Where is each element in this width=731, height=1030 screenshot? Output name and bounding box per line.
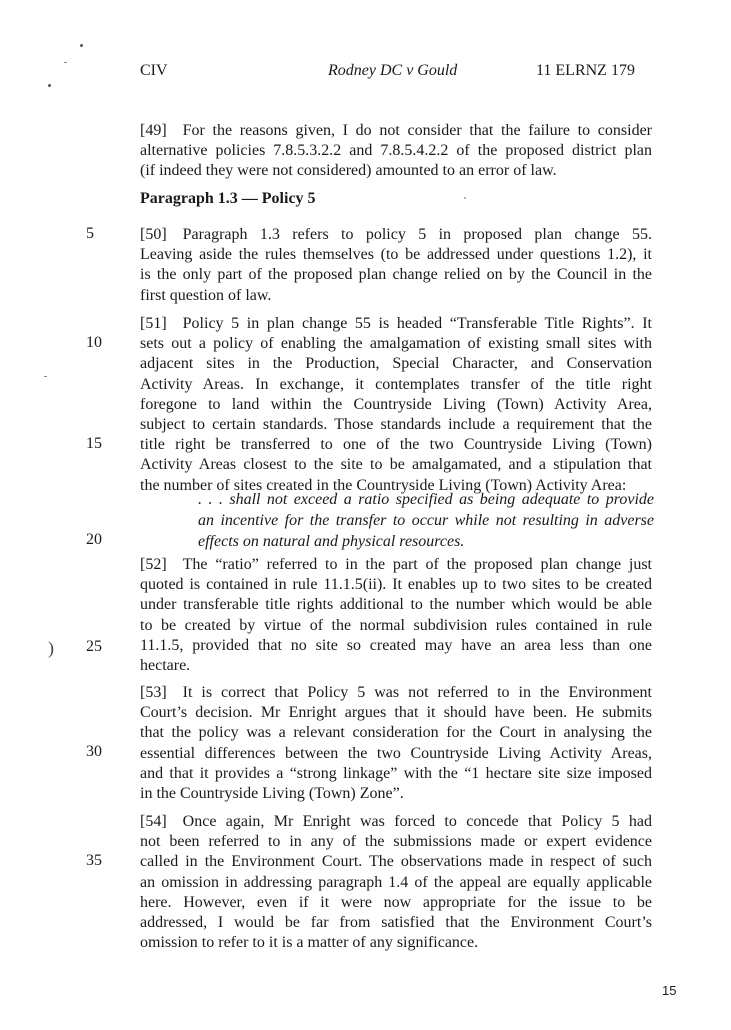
text-line: essential differences between the two Countryside Living Activity Areas, [140, 744, 652, 762]
header-citation: 11 ELRNZ 179 [536, 62, 635, 79]
text-line: subject to certain standards. Those standards include a requirement that the [140, 416, 652, 434]
text-line: first question of law. [140, 286, 272, 304]
text-line: alternative policies 7.8.5.3.2.2 and 7.8.5.4.2.2 of the proposed district plan [140, 142, 652, 160]
text-line: Activity Areas closest to the site to be amalgamated, and a stipulation that [140, 456, 652, 474]
text-line: under transferable title rights additional to the number which would be able [140, 596, 652, 614]
text-line: [53] It is correct that Policy 5 was not referred to in the Environment [140, 684, 652, 701]
paragraph-53 [140, 683, 652, 804]
text-line: Leaving aside the rules themselves (to be addressed under questions 1.2), it [140, 246, 652, 264]
header-court: CIV [140, 62, 168, 79]
text-line: is the only part of the proposed plan change relied on by the Council in the [140, 266, 652, 284]
text-line: and that it provides a “strong linkage” with the “1 hectare site size imposed [140, 764, 652, 782]
page-number: 15 [662, 983, 677, 998]
scan-speck [64, 62, 67, 63]
quote-line: an incentive for the transfer to occur while not resulting in adverse [198, 512, 654, 529]
text-line: that the policy was a relevant consideration for the Court in analysing the [140, 724, 652, 742]
scan-speck [48, 84, 51, 87]
header-case-name: Rodney DC v Gould [328, 62, 458, 79]
paragraph-50 [140, 225, 652, 306]
text-line: hectare. [140, 657, 191, 675]
text-line: here. However, even if it were now appropriate for the issue to be [140, 893, 652, 911]
text-line: (if indeed they were not considered) amounted to an error of law. [140, 162, 557, 180]
paragraph-51 [140, 314, 652, 496]
text-line: in the Countryside Living (Town) Zone”. [140, 785, 404, 803]
text-line: called in the Environment Court. The observations made in respect of such [140, 853, 652, 871]
text-line: Court’s decision. Mr Enright argues that it should have been. He submits [140, 704, 652, 722]
text-line: [52] The “ratio” referred to in the part of the proposed plan change just [140, 556, 652, 573]
text-line: [49] For the reasons given, I do not consider that the failure to consider [140, 122, 652, 139]
text-line: the number of sites created in the Countryside Living (Town) Activity Area: [140, 476, 627, 494]
text-line: omission to refer to it is a matter of any significance. [140, 934, 479, 952]
line-number: 5 [86, 225, 94, 242]
text-line: quoted is contained in rule 11.1.5(ii). It enables up to two sites to be created [140, 576, 652, 594]
text-line: 11.1.5, provided that no site so created may have an area less than one [140, 636, 652, 654]
section-heading: Paragraph 1.3 — Policy 5 [140, 190, 316, 207]
margin-bracket: ) [48, 638, 54, 658]
paragraph-54 [140, 812, 652, 953]
text-line: [51] Policy 5 in plan change 55 is headed “Transferable Title Rights”. It [140, 315, 652, 332]
quote-line: effects on natural and physical resources. [198, 533, 465, 550]
text-line: [54] Once again, Mr Enright was forced to concede that Policy 5 had [140, 813, 652, 830]
paragraph-49 [140, 121, 652, 182]
text-line: Activity Areas. In exchange, it contemplates transfer of the title right [140, 375, 652, 393]
text-line: [50] Paragraph 1.3 refers to policy 5 in proposed plan change 55. [140, 226, 652, 243]
text-line: sets out a policy of enabling the amalgamation of existing small sites with [140, 335, 652, 353]
line-number: 35 [86, 852, 102, 869]
scan-speck [80, 44, 83, 47]
scan-speck [44, 376, 47, 377]
text-line: not been referred to in any of the submissions made or expert evidence [140, 833, 652, 851]
quote-line: . . . shall not exceed a ratio specified as being adequate to provide [198, 491, 654, 508]
line-number: 30 [86, 743, 102, 760]
text-line: an omission in addressing paragraph 1.4 of the appeal are equally applicable [140, 873, 652, 891]
text-line: adjacent sites in the Production, Special Character, and Conservation [140, 355, 652, 373]
block-quote [198, 489, 654, 552]
line-number: 15 [86, 435, 102, 452]
line-number: 20 [86, 531, 102, 548]
line-number: 25 [86, 638, 102, 655]
text-line: foregone to land within the Countryside Living (Town) Activity Area, [140, 395, 652, 413]
line-number: 10 [86, 334, 102, 351]
scan-speck [464, 197, 466, 199]
text-line: addressed, I would be far from satisfied that the Environment Court’s [140, 914, 652, 932]
text-line: title right be transferred to one of the two Countryside Living (Town) [140, 436, 652, 454]
paragraph-52 [140, 555, 652, 676]
text-line: to be created by virtue of the normal subdivision rules contained in rule [140, 616, 652, 634]
